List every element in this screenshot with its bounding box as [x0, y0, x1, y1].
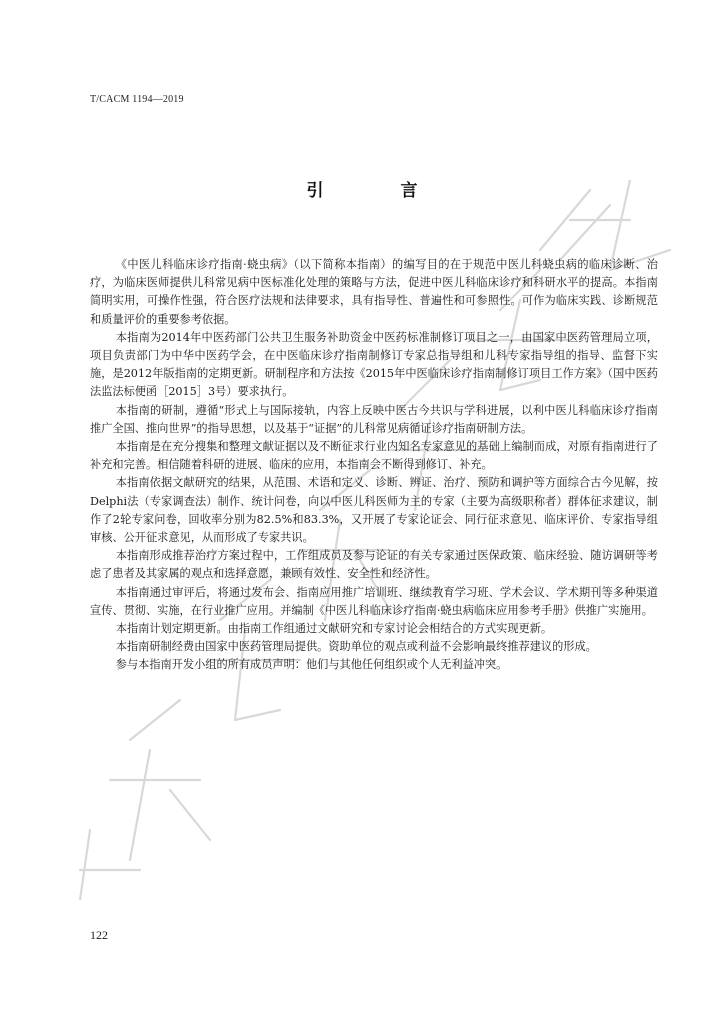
page-number: 122: [90, 928, 108, 942]
page-title: 引 言: [306, 181, 448, 201]
paragraph-funding: 本指南研制经费由国家中医药管理局提供。资助单位的观点或利益不会影响最终推荐建议的形成。: [115, 640, 597, 654]
paragraph-promotion: 本指南通过审评后，将通过发布会、指南应用推广培训班、继续教育学习班、学术会议、学术期刊等多种渠道宣传、贯彻、实施，在行业推广应用。并编制《中医儿科临床诊疗指南·蛲虫病临床应用参考手册》供推广实施用。: [90, 585, 658, 617]
paragraph-revision: 本指南是在充分搜集和整理文献证据以及不断征求行业内知名专家意见的基础上编制而成，对原有指南进行了补充和完善。相信随着科研的进展、临床的应用，本指南会不断得到修订、补充。: [90, 440, 658, 472]
paragraph-method: 本指南依据文献研究的结果，从范围、术语和定义、诊断、辨证、治疗、预防和调护等方面综合古今见解，按Delphi法（专家调查法）制作、统计问卷，向以中医儿科医师为主的专家（主要为高级职称者）群体征求建议，制作了2轮专家问卷，回收率分别为82.5%和83.3%，又开展了专家论证会、同行征求意见、临床评价、专家指导组审核、公开征求意见，从而形成了专家共识。: [90, 476, 658, 545]
paragraph-recommendation: 本指南形成推荐治疗方案过程中，工作组成员及参与论证的有关专家通过医保政策、临床经验、随访调研等考虑了患者及其家属的观点和选择意愿，兼顾有效性、安全性和经济性。: [90, 549, 658, 581]
paragraph-project: 本指南为2014年中医药部门公共卫生服务补助资金中医药标准制修订项目之一，由国家中医药管理局立项，项目负责部门为中华中医药学会，在中医临床诊疗指南制修订专家总指导组和儿科专家指导组的指导、监督下实施，是2012年版指南的定期更新。研制程序和方法按《2015年中医临床诊疗指南制修订项目工作方案》（国中医药法监法标便函［2015］3号）要求执行。: [90, 330, 658, 399]
paragraph-purpose: 《中医儿科临床诊疗指南·蛲虫病》（以下简称本指南）的编写目的在于规范中医儿科蛲虫病的临床诊断、治疗，为临床医师提供儿科常见病中医标准化处理的策略与方法，促进中医儿科临床诊疗和科研水平的提高。本指南简明实用，可操作性强，符合医疗法规和法律要求，具有指导性、普遍性和可参照性。可作为临床实践、诊断规范和质量评价的重要参考依据。: [90, 258, 658, 326]
paragraph-update: 本指南计划定期更新。由指南工作组通过文献研究和专家讨论会相结合的方式实现更新。: [115, 622, 553, 636]
body-text: [90, 256, 658, 675]
paragraph-conflict: 参与本指南开发小组的所有成员声明：他们与其他任何组织或个人无利益冲突。: [115, 658, 508, 672]
standard-number: T/CACM 1194—2019: [90, 94, 184, 105]
paragraph-guiding-idea: 本指南的研制，遵循“形式上与国际接轨，内容上反映中医古今共识与学科进展，以利中医儿科临床诊疗指南推广全国、推向世界”的指导思想，以及基于“证据”的儿科常见病循证诊疗指南研制方法。: [90, 403, 658, 435]
